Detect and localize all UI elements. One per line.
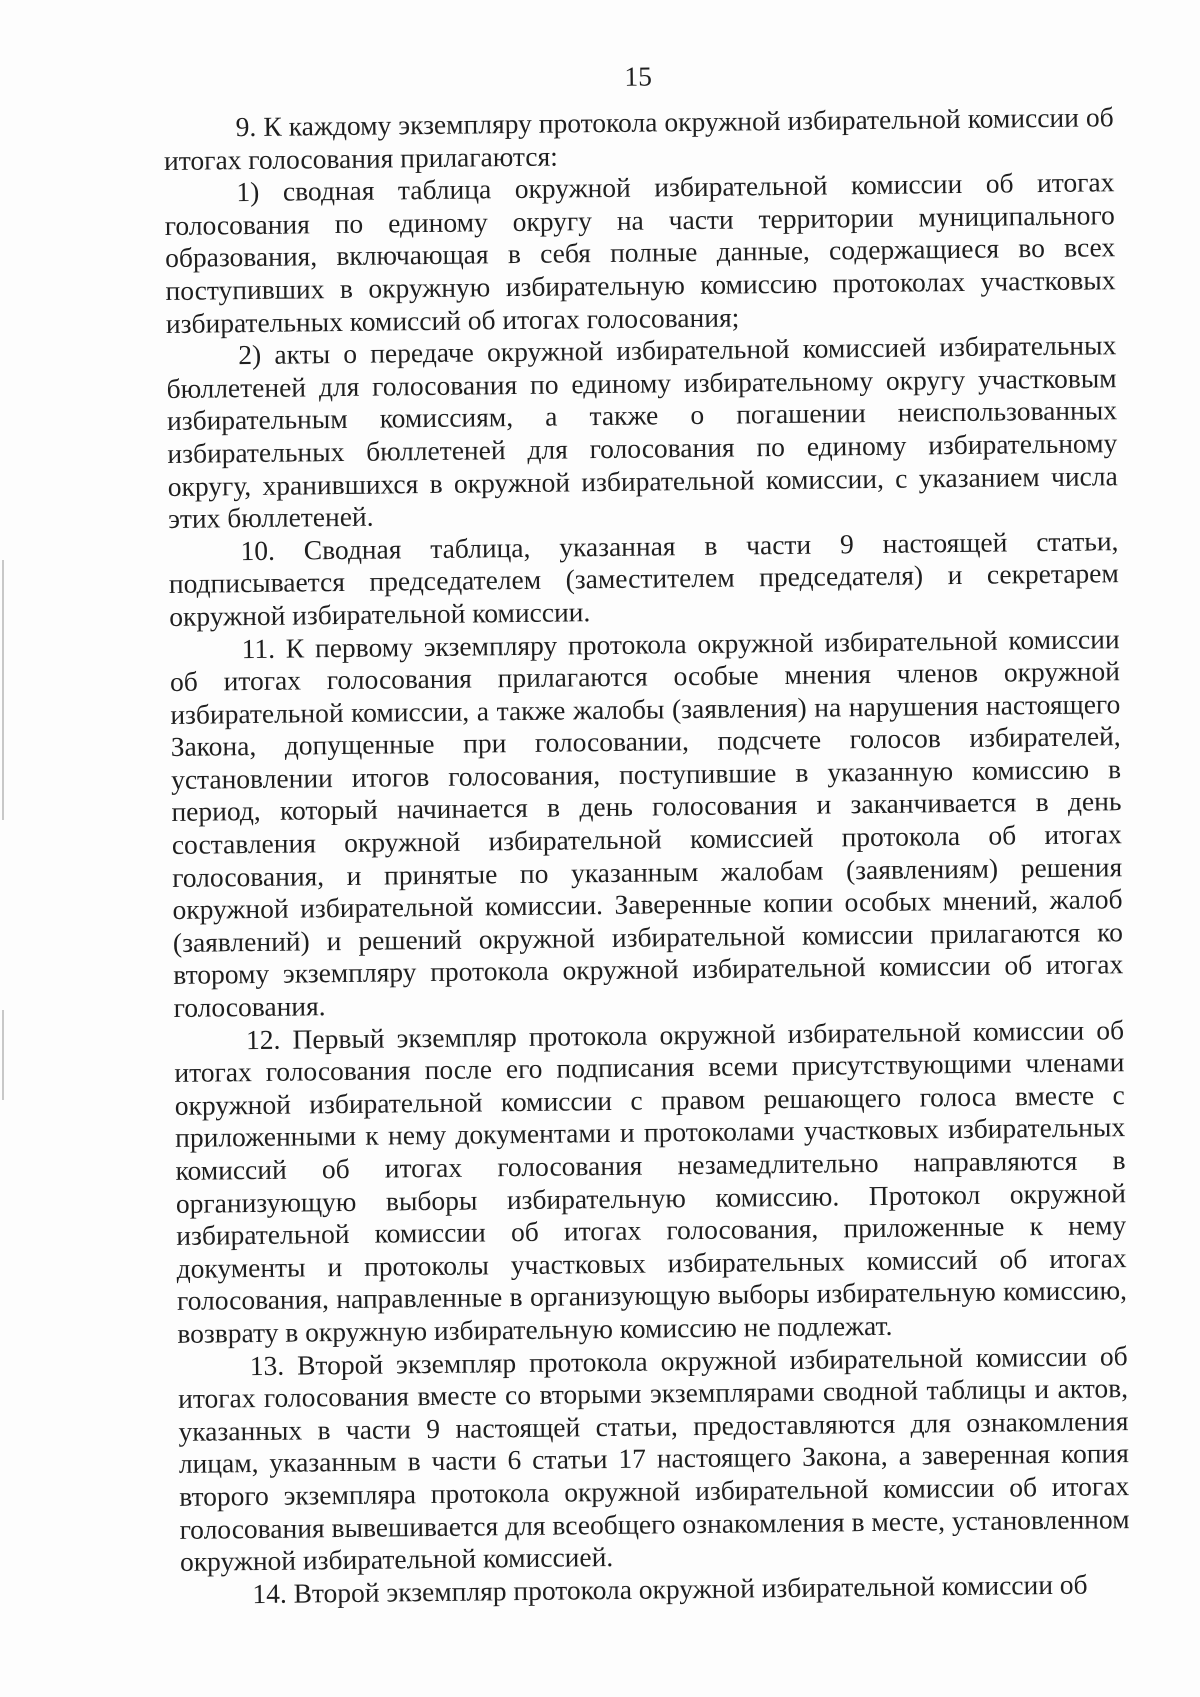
document-body	[163, 55, 1130, 1611]
paragraph: 11. К первому экземпляру протокола окружной избирательной комиссии об итогах голосования прилагаются особые мнения членов окружной избирательной комиссии, а также жалобы (заявления) на нарушения настоящего Закона, допущенные при голосовании, подсчете голосов избирателей, установлении итогов голосования, поступившие в указанную комиссию в период, который начинается в день голосования и заканчивается в день составления окружной избирательной комиссией протокола об итогах голосования, и принятые по указанным жалобам (заявлениям) решения окружной избирательной комиссии. Заверенные копии особых мнений, жалоб (заявлений) и решений окружной избирательной комиссии прилагаются ко второму экземпляру протокола окружной избирательной комиссии об итогах голосования.	[169, 622, 1124, 1023]
scan-edge-mark	[2, 560, 4, 820]
paragraph: 12. Первый экземпляр протокола окружной избирательной комиссии об итогах голосования после его подписания всеми присутствующими членами окружной избирательной комиссии с правом решающего голоса вместе с приложенными к нему документами и протоколами участковых избирательных комиссий об итогах голосования незамедлительно направляются в организующую выборы избирательную комиссию. Протокол окружной избирательной комиссии об итогах голосования, приложенные к нему документы и протоколы участковых избирательных комиссий об итогах голосования, направленные в организующую выборы избирательную комиссию, возврату в окружную избирательную комиссию не подлежат.	[174, 1013, 1128, 1349]
paragraph: 9. К каждому экземпляру протокола окружной избирательной комиссии об итогах голосования прилагаются:	[163, 101, 1114, 176]
paragraph: 14. Второй экземпляр протокола окружной избирательной комиссии об	[252, 1568, 1088, 1609]
page-number: 15	[624, 60, 653, 92]
paragraph: 2) акты о передаче окружной избирательной комиссией избирательных бюллетеней для голосования по единому избирательному округу участковым избирательным комиссиям, а также о погашении неиспользованных избирательных бюллетеней для голосования по единому избирательному округу, хранившихся в окружной избирательной комиссии, с указанием числа этих бюллетеней.	[166, 329, 1118, 535]
paragraph: 13. Второй экземпляр протокола окружной избирательной комиссии об итогах голосования вместе со вторыми экземплярами сводной таблицы и актов, указанных в части 9 настоящей статьи, предоставляются для ознакомления лицам, указанным в части 6 статьи 17 настоящего Закона, а заверенная копия второго экземпляра протокола окружной избирательной комиссии об итогах голосования вывешивается для всеобщего ознакомления в месте, установленном окружной избирательной комиссией.	[177, 1339, 1130, 1578]
paragraph: 1) сводная таблица окружной избирательной комиссии об итогах голосования по единому округу на части территории муниципального образования, включающая в себя полные данные, содержащиеся во всех поступивших в окружную избирательную комиссию протоколах участковых избирательных комиссий об итогах голосования;	[164, 166, 1116, 339]
scan-edge-mark	[2, 1010, 4, 1100]
paragraph: 10. Сводная таблица, указанная в части 9 настоящей статьи, подписывается председателем (заместителем председателя) и секретарем окружной избирательной комиссии.	[168, 524, 1119, 632]
